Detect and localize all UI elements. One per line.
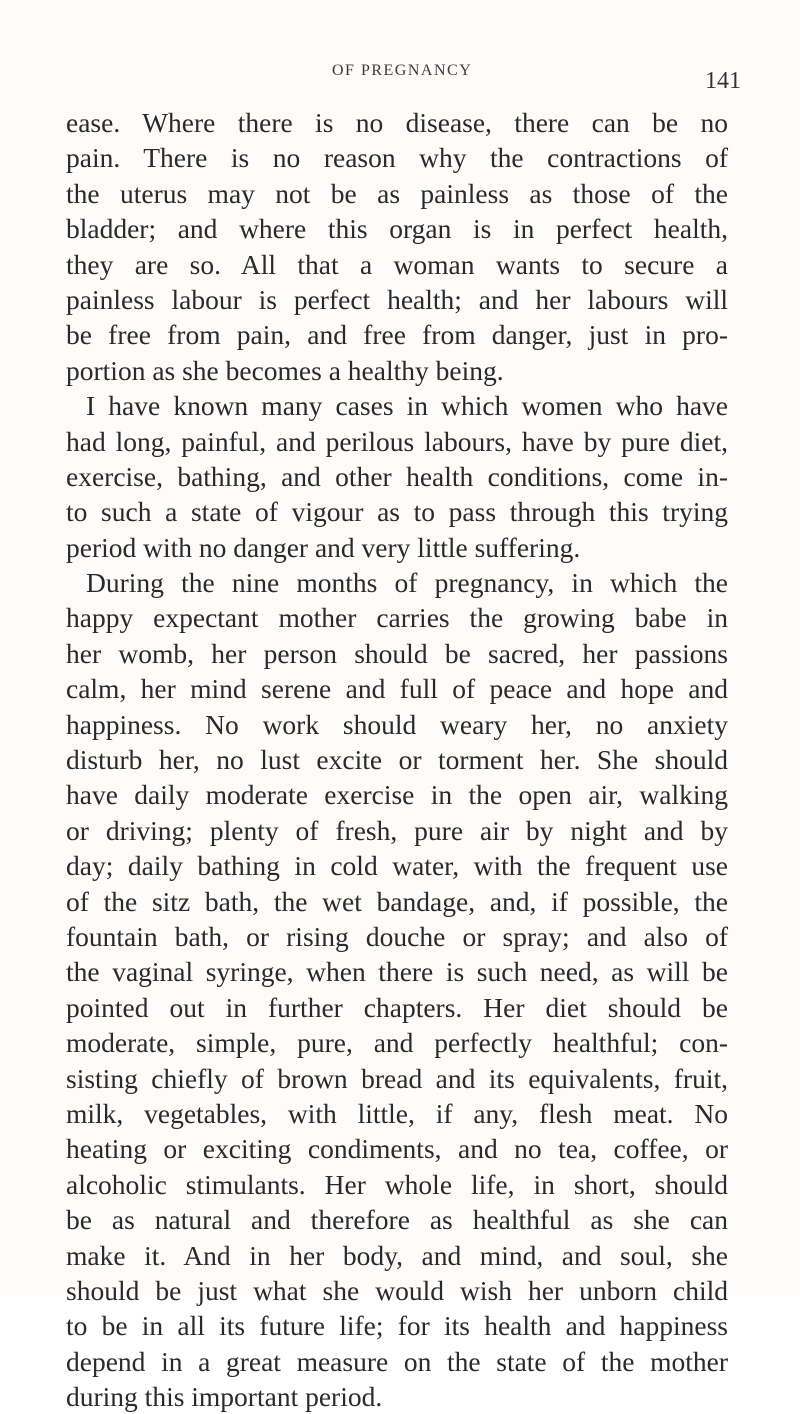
text-line: fountain bath, or rising douche or spray; and also of [66, 920, 728, 952]
text-line: depend in a great measure on the state of the mother [66, 1345, 728, 1377]
text-line: of the sitz bath, the wet bandage, and, if possible, the [66, 885, 728, 917]
text-line: portion as she becomes a healthy being. [66, 354, 504, 386]
text-line: ease. Where there is no disease, there can be no [66, 107, 728, 138]
text-line: be free from pain, and free from danger, just in pro- [66, 319, 728, 351]
text-line: milk, vegetables, with little, if any, flesh meat. No [66, 1097, 728, 1129]
text-line: I have known many cases in which women who have [86, 390, 728, 422]
text-line: alcoholic stimulants. Her whole life, in short, should [66, 1168, 728, 1200]
text-line: her womb, her person should be sacred, her passions [66, 637, 728, 669]
text-line: to be in all its future life; for its health and happiness [66, 1310, 728, 1342]
text-line: period with no danger and very little suffering. [66, 531, 581, 563]
text-line: heating or exciting condiments, and no tea, coffee, or [66, 1133, 728, 1165]
text-line: pointed out in further chapters. Her diet should be [66, 991, 728, 1023]
text-line: day; daily bathing in cold water, with the frequent use [66, 850, 728, 882]
text-line: During the nine months of pregnancy, in which the [86, 567, 728, 599]
text-line: or driving; plenty of fresh, pure air by night and by [66, 814, 728, 846]
body-text [66, 105, 728, 1414]
text-line: disturb her, no lust excite or torment her. She should [66, 744, 728, 776]
page-number: 141 [705, 68, 741, 94]
text-line: painless labour is perfect health; and her labours will [66, 283, 728, 315]
text-line: be as natural and therefore as healthful as she can [66, 1204, 728, 1236]
text-line: to such a state of vigour as to pass through this trying [66, 496, 728, 528]
text-line: had long, painful, and perilous labours, have by pure diet, [66, 425, 728, 457]
text-line: moderate, simple, pure, and perfectly healthful; con- [66, 1027, 728, 1059]
text-line: exercise, bathing, and other health conditions, come in- [66, 460, 728, 492]
text-line: pain. There is no reason why the contractions of [66, 142, 728, 174]
text-line: sisting chiefly of brown bread and its equivalents, fruit, [66, 1062, 728, 1094]
text-line: the vaginal syringe, when there is such need, as will be [66, 956, 728, 988]
text-line: have daily moderate exercise in the open air, walking [66, 779, 728, 811]
running-head: OF PREGNANCY [332, 62, 473, 79]
text-line: calm, her mind serene and full of peace and hope and [66, 673, 728, 705]
text-line: make it. And in her body, and mind, and soul, she [66, 1239, 728, 1271]
text-line: happiness. No work should weary her, no anxiety [66, 708, 728, 740]
text-line: happy expectant mother carries the growing babe in [66, 602, 728, 634]
text-line: bladder; and where this organ is in perfect health, [66, 213, 728, 245]
text-line: they are so. All that a woman wants to secure a [66, 248, 728, 280]
text-line: should be just what she would wish her unborn child [66, 1274, 728, 1306]
text-line: during this important period. [66, 1381, 383, 1413]
text-line: the uterus may not be as painless as those of the [66, 177, 728, 209]
